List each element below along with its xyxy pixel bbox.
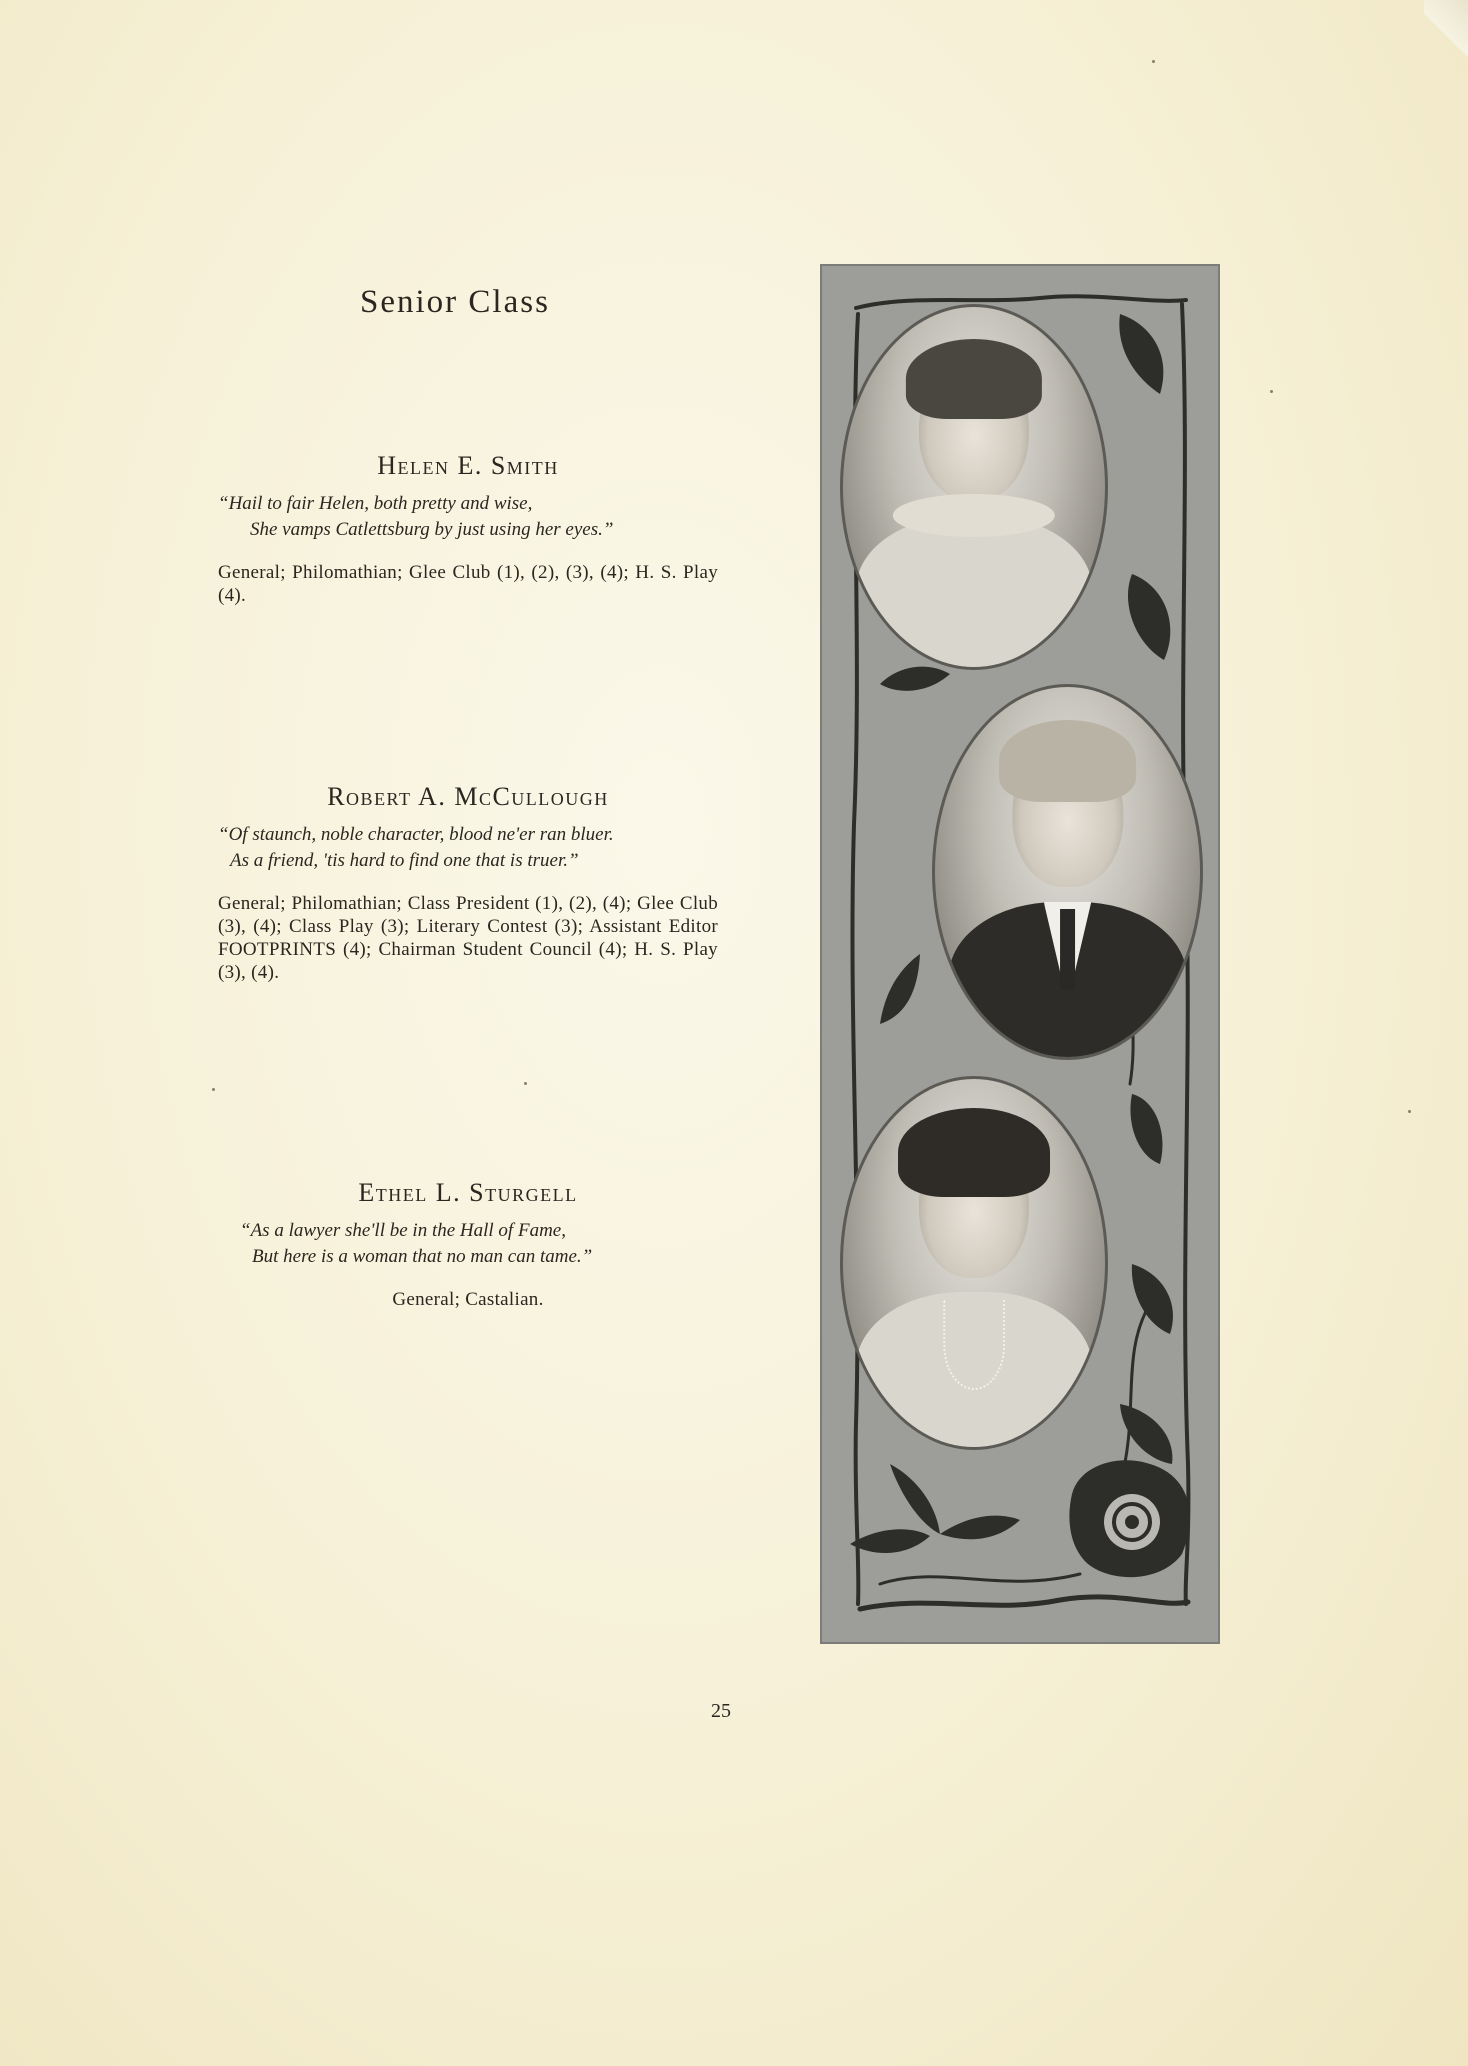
senior-entry — [218, 1178, 718, 1311]
portrait-photo — [932, 684, 1203, 1060]
leaf-ornament — [1128, 574, 1170, 660]
quote-line: As a friend, 'tis hard to find one that is truer.” — [230, 850, 579, 871]
figure-hair — [999, 720, 1137, 801]
necktie — [1060, 909, 1076, 990]
leaf-ornament — [1119, 314, 1163, 394]
quote-line: She vamps Catlettsburg by just using her eyes.” — [250, 519, 614, 540]
student-name: Ethel L. Sturgell — [358, 1178, 578, 1207]
portrait-panel — [820, 264, 1220, 1644]
rose-ornament — [1069, 1460, 1189, 1577]
quote-line: But here is a woman that no man can tame.” — [252, 1246, 593, 1267]
page-number: 25 — [711, 1700, 731, 1722]
quote-line: “Of staunch, noble character, blood ne'er ran bluer. — [218, 824, 614, 845]
figure-hair — [898, 1108, 1050, 1196]
portrait-photo — [840, 304, 1108, 670]
student-quote — [218, 491, 718, 543]
page-title: Senior Class — [360, 284, 550, 321]
leaf-ornament — [940, 1516, 1020, 1540]
student-name: Robert A. McCullough — [327, 782, 609, 811]
student-quote — [240, 1218, 718, 1270]
quote-line: “As a lawyer she'll be in the Hall of Fame, — [240, 1220, 566, 1241]
figure-hands — [893, 494, 1055, 537]
student-activities: General; Philomathian; Class President (1), (2), (4); Glee Club (3), (4); Class Play (3); Literary Contest (3); Assistant Editor FOOTPRINTS (4); Chairman Student Council (4); H. S. Play (3), (4). — [218, 893, 718, 983]
senior-entry — [218, 782, 718, 984]
figure-body — [856, 516, 1092, 670]
student-name: Helen E. Smith — [377, 451, 559, 480]
pearl-necklace — [943, 1300, 1005, 1390]
leaf-ornament — [890, 1464, 940, 1534]
leaf-ornament — [1132, 1264, 1173, 1334]
leaf-ornament — [880, 667, 950, 691]
leaf-ornament — [850, 1529, 930, 1553]
folded-page-corner — [1424, 0, 1468, 70]
portrait-photo — [840, 1076, 1108, 1450]
figure-hair — [906, 339, 1042, 418]
quote-line: “Hail to fair Helen, both pretty and wise, — [218, 493, 533, 514]
student-activities: General; Castalian. — [392, 1289, 544, 1310]
student-activities: General; Philomathian; Glee Club (1), (2), (3), (4); H. S. Play (4). — [218, 562, 718, 606]
student-quote — [218, 822, 718, 874]
senior-entry — [218, 451, 718, 607]
leaf-ornament — [880, 954, 920, 1024]
rosebud-ornament — [1130, 1094, 1162, 1164]
